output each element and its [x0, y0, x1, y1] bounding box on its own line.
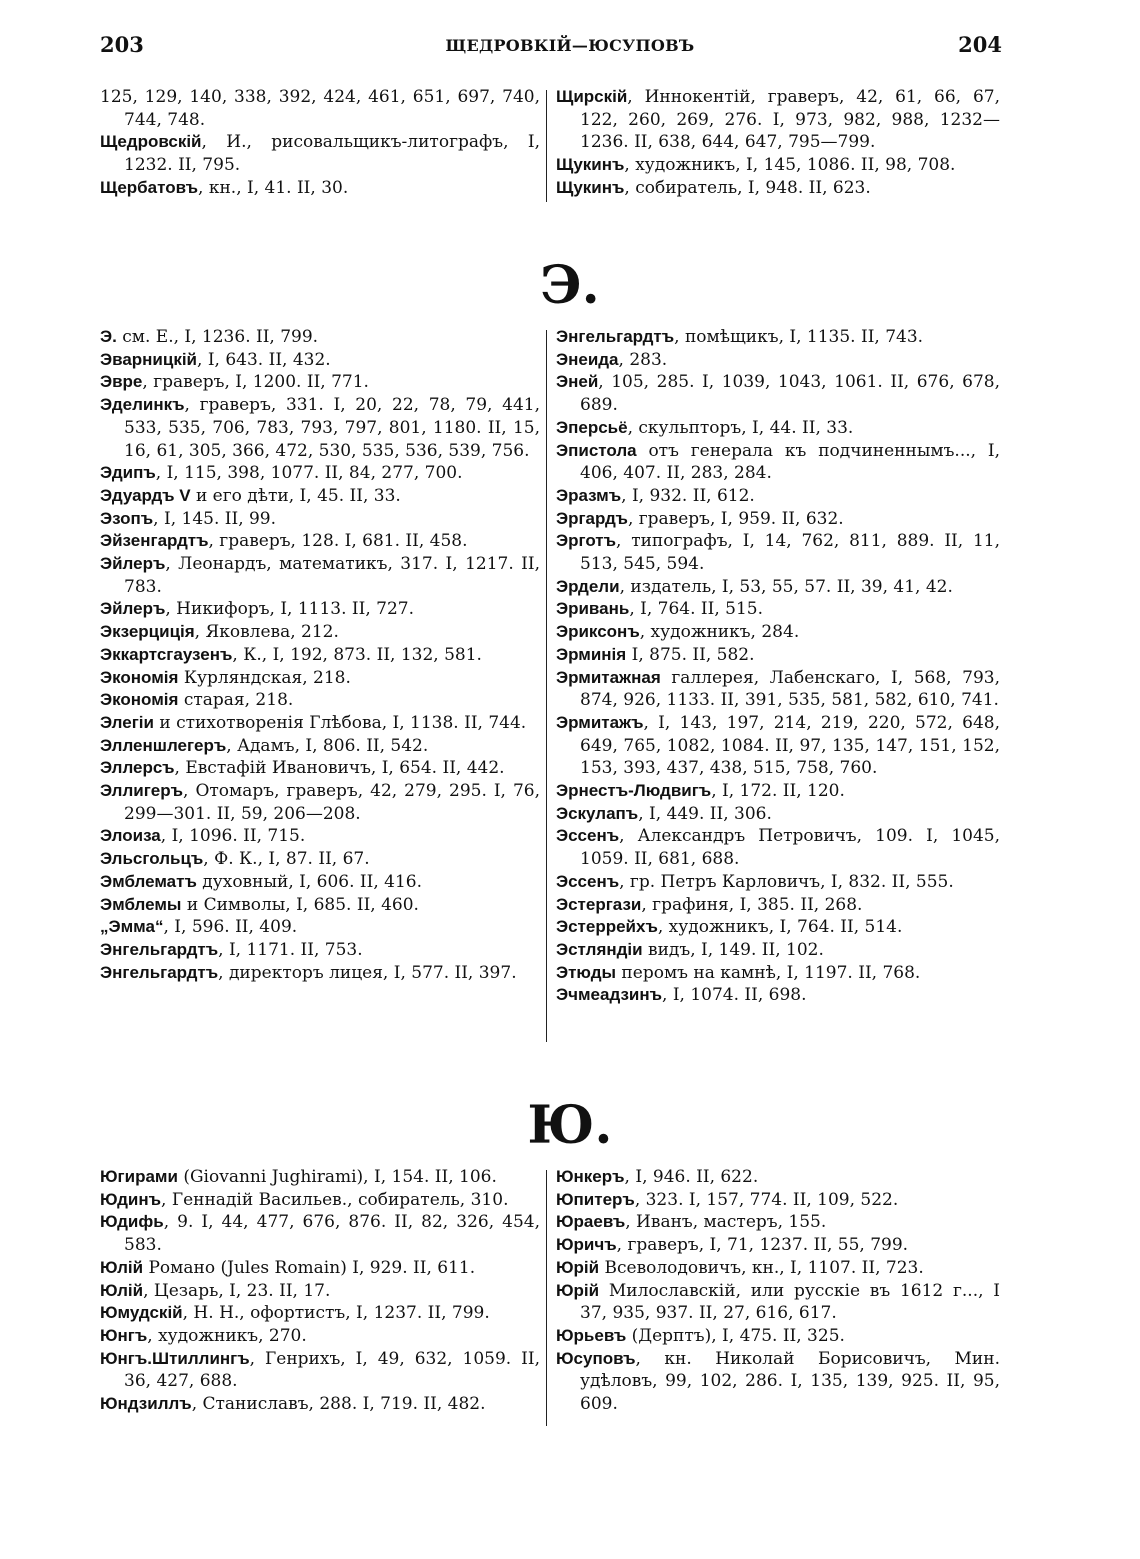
- entry-references: , Яковлева, 212.: [194, 622, 339, 643]
- entry-references: , I, 932. II, 612.: [621, 485, 755, 506]
- entry-heading: Юлій: [100, 1280, 144, 1300]
- index-entry: [100, 326, 540, 349]
- entry-references: , Станиславъ, 288. I, 719. II, 482.: [191, 1394, 486, 1415]
- entry-heading: Юмудскій: [100, 1303, 183, 1323]
- entry-references: , гр. Петръ Карловичъ, I, 832. II, 555.: [619, 871, 954, 892]
- entry-references: , кн., I, 41. II, 30.: [198, 177, 349, 198]
- index-entry: [556, 780, 1000, 803]
- entry-heading: Юдифь: [100, 1212, 164, 1232]
- entry-heading: Эссенъ: [556, 826, 620, 846]
- entry-heading: „Эмма“: [100, 917, 164, 937]
- index-entry: [556, 871, 1000, 894]
- entry-heading: Эчмеадзинъ: [556, 985, 663, 1005]
- entry-heading: Эперсьё: [556, 417, 628, 437]
- index-column-left: [100, 1166, 540, 1416]
- entry-heading: Юрій: [556, 1257, 600, 1277]
- index-entry: [100, 1393, 540, 1416]
- index-entry: [100, 621, 540, 644]
- index-column-left: [100, 326, 540, 984]
- index-entry: [556, 1257, 1000, 1280]
- entry-heading: Эккартсгаузенъ: [100, 644, 233, 664]
- entry-references: Романо (Jules Romain) I, 929. II, 611.: [143, 1257, 476, 1278]
- entry-heading: Эзопъ: [100, 508, 154, 528]
- index-entry: [556, 894, 1000, 917]
- index-entry: [556, 916, 1000, 939]
- page-number-left: 203: [100, 32, 144, 57]
- entry-heading: Юнкеръ: [556, 1167, 625, 1186]
- entry-references: старая, 218.: [178, 690, 294, 711]
- index-entry: [100, 1348, 540, 1393]
- index-entry: [100, 689, 540, 712]
- entry-references: , I, 1171. II, 753.: [218, 939, 363, 960]
- entry-references: , I, 172. II, 120.: [711, 781, 845, 802]
- index-entry: [556, 712, 1000, 780]
- index-entry: [100, 1166, 540, 1189]
- entry-references: , Иванъ, мастеръ, 155.: [625, 1212, 827, 1233]
- index-entry: [556, 485, 1000, 508]
- entry-references: , 9. I, 44, 477, 676, 876. II, 82, 326, 454, 583.: [124, 1212, 540, 1256]
- index-entry: [556, 825, 1000, 870]
- index-entry: [100, 644, 540, 667]
- index-entry: [100, 1302, 540, 1325]
- entry-heading: Юлій: [100, 1257, 144, 1277]
- entry-heading: Эделинкъ: [100, 395, 185, 415]
- index-entry: [100, 871, 540, 894]
- entry-heading: Эварницкій: [100, 349, 198, 369]
- entry-heading: Щербатовъ: [100, 177, 199, 197]
- entry-references: , I, 1096. II, 715.: [160, 826, 306, 847]
- entry-references: , граверъ, 128. I, 681. II, 458.: [208, 531, 468, 552]
- index-entry: [100, 939, 540, 962]
- entry-heading: Эстляндіи: [556, 939, 643, 959]
- entry-references: , I, 145. II, 99.: [153, 508, 277, 529]
- index-entry: [100, 131, 540, 176]
- entry-heading: Эпистола: [556, 440, 637, 460]
- entry-heading: Щукинъ: [556, 155, 625, 175]
- entry-heading: Эриксонъ: [556, 622, 640, 642]
- entry-references: , I, 764. II, 515.: [629, 599, 764, 620]
- entry-references: Курляндская, 218.: [178, 667, 351, 688]
- entry-references: , I, 643. II, 432.: [197, 349, 331, 370]
- column-divider: [546, 1170, 547, 1426]
- index-entry: [100, 962, 540, 985]
- section-letter-yu: Ю.: [527, 1095, 613, 1156]
- entry-heading: Эдипъ: [100, 463, 156, 483]
- index-entry: [556, 530, 1000, 575]
- index-entry: [556, 417, 1000, 440]
- index-entry: [100, 757, 540, 780]
- entry-heading: Эргардъ: [556, 508, 628, 528]
- index-entry: [556, 576, 1000, 599]
- entry-references: , I, 596. II, 409.: [163, 917, 298, 938]
- index-entry: [556, 939, 1000, 962]
- entry-references: , скульпторъ, I, 44. II, 33.: [627, 417, 854, 438]
- entry-heading: Юрій: [556, 1280, 600, 1300]
- entry-references: , художникъ, I, 145, 1086. II, 98, 708.: [624, 155, 956, 176]
- entry-heading: Эрдели: [556, 576, 620, 596]
- entry-references: и Символы, I, 685. II, 460.: [181, 894, 419, 915]
- column-divider: [546, 90, 547, 202]
- entry-references: , Иннокентій, граверъ, 42, 61, 66, 67, 122, 260, 269, 276. I, 973, 982, 988, 1232—1236. II, 638, 644, 647, 795—799.: [580, 87, 1000, 153]
- entry-heading: Экзерциція: [100, 622, 195, 642]
- entry-references: , граверъ, I, 1200. II, 771.: [142, 372, 369, 393]
- entry-heading: Эрмитажъ: [556, 712, 644, 732]
- entry-heading: Щукинъ: [556, 177, 625, 197]
- entry-heading: Эрмитажная: [556, 667, 661, 687]
- section-letter-e: Э.: [540, 255, 600, 316]
- entry-references: , И., рисовальщикъ-литографъ, I, 1232. II, 795.: [124, 132, 540, 176]
- index-entry: [100, 1257, 540, 1280]
- index-entry: [556, 1211, 1000, 1234]
- entry-references: , К., I, 192, 873. II, 132, 581.: [232, 644, 482, 665]
- page-number-right: 204: [958, 32, 1002, 57]
- index-entry: [556, 349, 1000, 372]
- entry-references: , кн. Николай Борисовичъ, Мин. удѣловъ, 99, 102, 286. I, 135, 139, 925. II, 95, 609.: [580, 1348, 1000, 1415]
- index-entry: [556, 177, 1000, 200]
- index-column-right: [556, 1166, 1000, 1416]
- index-entry: [556, 1325, 1000, 1348]
- entry-heading: Эрнестъ-Людвигъ: [556, 781, 712, 801]
- entry-references: , I, 946. II, 622.: [624, 1167, 759, 1187]
- entry-heading: Эскулапъ: [556, 803, 639, 823]
- entry-references: (Giovanni Jughirami), I, 154. II, 106.: [177, 1167, 497, 1187]
- entry-heading: Эвре: [100, 372, 143, 392]
- entry-heading: Юндзиллъ: [100, 1394, 192, 1414]
- entry-references: , I, 1074. II, 698.: [662, 985, 807, 1006]
- entry-references: , граверъ, I, 959. II, 632.: [627, 508, 844, 529]
- entry-heading: Щедровскій: [100, 132, 202, 152]
- entry-references: , Евстафій Ивановичъ, I, 654. II, 442.: [174, 758, 505, 779]
- entry-references: , граверъ, I, 71, 1237. II, 55, 799.: [616, 1235, 909, 1256]
- entry-heading: Эразмъ: [556, 485, 622, 505]
- index-entry: [556, 621, 1000, 644]
- entry-references: , художникъ, 270.: [147, 1325, 307, 1346]
- entry-heading: Эйзенгардтъ: [100, 531, 209, 551]
- index-entry: [100, 394, 540, 462]
- index-entry: [556, 1234, 1000, 1257]
- entry-references: , типографъ, I, 14, 762, 811, 889. II, 11, 513, 545, 594.: [580, 531, 1000, 575]
- index-entry: [556, 1280, 1000, 1325]
- entry-references: , I, 449. II, 306.: [638, 803, 772, 824]
- column-divider: [546, 330, 547, 1042]
- entry-heading: Эллигеръ: [100, 781, 184, 801]
- entry-heading: Эйлеръ: [100, 599, 166, 619]
- index-entry: [556, 962, 1000, 985]
- entry-references: , директоръ лицея, I, 577. II, 397.: [218, 962, 517, 983]
- entry-heading: Эстеррейхъ: [556, 917, 658, 937]
- index-entry: [556, 803, 1000, 826]
- index-entry: [556, 86, 1000, 154]
- entry-heading: Элоиза: [100, 826, 161, 846]
- entry-references: , Леонардъ, математикъ, 317. I, 1217. II, 783.: [124, 554, 540, 597]
- entry-references: , издатель, I, 53, 55, 57. II, 39, 41, 42.: [619, 576, 953, 597]
- entry-references: , I, 143, 197, 214, 219, 220, 572, 648, 649, 765, 1082, 1084. II, 97, 135, 147, 151, 152, 153, 393, 437, 438, 515, 758, 760.: [580, 712, 1000, 779]
- entry-heading: Эдуардъ V: [100, 485, 191, 505]
- entry-heading: Энгельгардтъ: [556, 327, 675, 346]
- entry-heading: Эрготъ: [556, 531, 617, 551]
- entry-heading: Юпитеръ: [556, 1189, 635, 1209]
- index-entry: [100, 735, 540, 758]
- index-entry: [100, 177, 540, 200]
- entry-heading: Элегіи: [100, 712, 154, 732]
- entry-heading: Юрьевъ: [556, 1325, 627, 1345]
- entry-references: видъ, I, 149. II, 102.: [642, 939, 824, 960]
- entry-heading: Элленшлегеръ: [100, 735, 227, 755]
- index-entry: [100, 848, 540, 871]
- entry-references: , Александръ Петровичъ, 109. I, 1045, 1059. II, 681, 688.: [580, 826, 1000, 870]
- entry-heading: Юричъ: [556, 1235, 617, 1255]
- entry-heading: Юнгъ.Штиллингъ: [100, 1348, 250, 1368]
- entry-references: , художникъ, 284.: [639, 622, 800, 643]
- index-entry: [100, 349, 540, 372]
- entry-heading: Этюды: [556, 962, 617, 982]
- entry-heading: Экономія: [100, 690, 179, 710]
- index-entry: [100, 508, 540, 531]
- index-entry: [556, 1166, 1000, 1189]
- entry-references: духовный, I, 606. II, 416.: [196, 871, 422, 892]
- index-entry: [100, 462, 540, 485]
- entry-references: , собиратель, I, 948. II, 623.: [624, 177, 871, 198]
- entry-references: , граверъ, 331. I, 20, 22, 78, 79, 441, 533, 535, 706, 783, 793, 797, 801, 1180. II, 15, 16, 61, 305, 366, 472, 530, 535, 536, 539, 756.: [124, 395, 540, 461]
- entry-references: Милославскій, или русскіе въ 1612 г..., I 37, 935, 937. II, 27, 616, 617.: [580, 1280, 1000, 1324]
- entry-heading: Щирскій: [556, 87, 628, 106]
- entry-references: отъ генерала къ подчиненнымъ..., I, 406, 407. II, 283, 284.: [580, 440, 1000, 484]
- entry-references: Всеволодовичъ, кн., I, 1107. II, 723.: [599, 1257, 924, 1278]
- index-column-right: [556, 326, 1000, 1007]
- entry-heading: Юсуповъ: [556, 1348, 636, 1368]
- entry-references: , Отомаръ, граверъ, 42, 279, 295. I, 76, 299—301. II, 59, 206—208.: [124, 781, 540, 824]
- entry-references: , I, 115, 398, 1077. II, 84, 277, 700.: [155, 463, 463, 484]
- entry-references: , графиня, I, 385. II, 268.: [641, 894, 863, 915]
- entry-references: , Адамъ, I, 806. II, 542.: [226, 735, 429, 756]
- entry-heading: Юнгъ: [100, 1325, 148, 1345]
- index-entry: [100, 894, 540, 917]
- index-entry: [100, 825, 540, 848]
- entry-references: , Геннадій Васильев., собиратель, 310.: [161, 1189, 509, 1210]
- index-entry: [556, 326, 1000, 349]
- entry-heading: Эйлеръ: [100, 554, 166, 574]
- entry-references: , 323. I, 157, 774. II, 109, 522.: [634, 1189, 899, 1210]
- entry-references: , Никифоръ, I, 1113. II, 727.: [165, 599, 415, 620]
- index-entry: [100, 1211, 540, 1256]
- entry-references: перомъ на камнѣ, I, 1197. II, 768.: [616, 962, 921, 983]
- index-entry: [556, 1189, 1000, 1212]
- index-entry: [100, 598, 540, 621]
- entry-references: , Цезарь, I, 23. II, 17.: [143, 1280, 331, 1301]
- entry-heading: Эллерсъ: [100, 758, 175, 778]
- index-entry: [100, 86, 540, 131]
- index-entry: [556, 598, 1000, 621]
- index-entry: [100, 485, 540, 508]
- entry-heading: Эмблематъ: [100, 871, 197, 891]
- entry-heading: Эрминія: [556, 644, 627, 664]
- entry-references: I, 875. II, 582.: [626, 644, 755, 665]
- index-column-right: [556, 86, 1000, 200]
- index-entry: [100, 371, 540, 394]
- index-entry: [100, 553, 540, 598]
- entry-references: , Ф. К., I, 87. II, 67.: [203, 849, 370, 870]
- index-entry: [556, 667, 1000, 712]
- index-entry: [556, 371, 1000, 416]
- index-entry: [556, 440, 1000, 485]
- entry-heading: Юраевъ: [556, 1212, 626, 1232]
- entry-heading: Югирами: [100, 1167, 178, 1186]
- index-entry: [556, 154, 1000, 177]
- entry-heading: Эссенъ: [556, 871, 620, 891]
- index-entry: [100, 1325, 540, 1348]
- index-entry: [100, 712, 540, 735]
- entry-references: , 105, 285. I, 1039, 1043, 1061. II, 676, 678, 689.: [580, 372, 1000, 416]
- index-column-left: [100, 86, 540, 200]
- entry-references: , Генрихъ, I, 49, 632, 1059. II, 36, 427, 688.: [124, 1348, 540, 1392]
- entry-references: (Дерптъ), I, 475. II, 325.: [626, 1325, 845, 1346]
- entry-heading: Эльсгольцъ: [100, 849, 204, 869]
- entry-heading: Эней: [556, 372, 599, 392]
- index-entry: [100, 916, 540, 939]
- index-entry: [100, 1280, 540, 1303]
- entry-heading: Экономія: [100, 667, 179, 687]
- index-entry: [100, 1189, 540, 1212]
- entry-heading: Энеида: [556, 349, 619, 369]
- index-entry: [556, 644, 1000, 667]
- entry-references: см. Е., I, 1236. II, 799.: [116, 327, 319, 347]
- entry-references: и стихотворенія Глѣбова, I, 1138. II, 744.: [153, 712, 527, 733]
- index-entry: [100, 667, 540, 690]
- index-entry: [556, 508, 1000, 531]
- entry-heading: Э.: [100, 327, 117, 346]
- entry-references: , художникъ, I, 764. II, 514.: [657, 917, 903, 938]
- index-entry: [100, 530, 540, 553]
- index-entry: [556, 984, 1000, 1007]
- page-header: [0, 0, 1140, 70]
- entry-references: , помѣщикъ, I, 1135. II, 743.: [674, 327, 924, 347]
- entry-references: , 283.: [618, 349, 668, 370]
- entry-heading: Эмблемы: [100, 894, 182, 914]
- running-title: ЩЕДРОВКІЙ—ЮСУПОВЪ: [445, 36, 695, 55]
- entry-heading: Эстергази: [556, 894, 642, 914]
- entry-references: галлерея, Лабенскаго, I, 568, 793, 874, 926, 1133. II, 391, 535, 581, 582, 610, 741.: [580, 667, 1000, 711]
- entry-heading: Эривань: [556, 599, 630, 619]
- entry-heading: Энгельгардтъ: [100, 939, 219, 959]
- entry-heading: Энгельгардтъ: [100, 962, 219, 982]
- entry-references: и его дѣти, I, 45. II, 33.: [190, 485, 401, 506]
- entry-references: 125, 129, 140, 338, 392, 424, 461, 651, 697, 740, 744, 748.: [100, 87, 540, 130]
- entry-references: , Н. Н., офортистъ, I, 1237. II, 799.: [182, 1303, 490, 1324]
- entry-heading: Юдинъ: [100, 1189, 162, 1209]
- index-entry: [100, 780, 540, 825]
- index-entry: [556, 1348, 1000, 1416]
